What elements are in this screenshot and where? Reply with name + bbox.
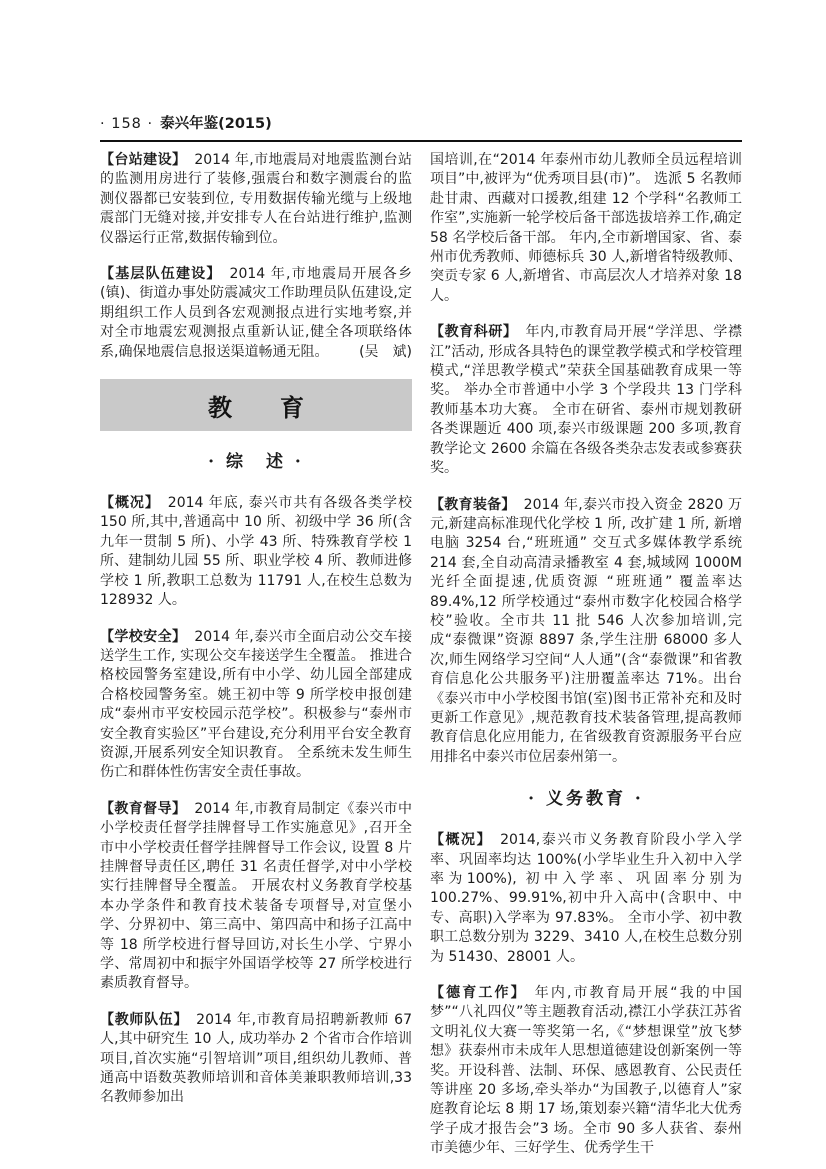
entry-label: 【教师队伍】	[100, 1011, 189, 1028]
entry-text: 年内,市教育局开展“我的中国梦”“八礼四仪”等主题教育活动,襟江小学获江苏省文明礼仪大赛一等奖第一名,《“梦想课堂”放飞梦想》获泰州市未成年人思想道德建设创新案例一等奖。开设科普、法制、环保、感恩教育、公民责任等讲座 20 多场,牵头举办“为国教子,以德育人”家庭教育论坛 8 期 17 场,策划泰兴籍“清华北大优秀学子成才报告会”3 场。全市 90 多人获省、泰州市美德少年、三好学生、优秀学生干	[430, 985, 743, 1157]
entry-label: 【学校安全】	[100, 628, 187, 645]
left-column	[100, 151, 412, 1169]
entry-label: 【教育督导】	[100, 800, 187, 817]
para-education-research	[430, 323, 742, 478]
entry-label: 【概况】	[430, 832, 493, 849]
entry-text: 2014 年底, 泰兴市共有各级各类学校 150 所,其中,普通高中 10 所、初级中学 36 所(含九年一贯制 5 所)、小学 43 所、特殊教育学校 1 所、建制幼儿园 55 所、职业学校 4 所、教师进修学校 1 所,教职工总数为 11791 人,在校生总数为 128932 人。	[100, 495, 412, 609]
entry-label: 【教育科研】	[430, 324, 518, 341]
entry-text: 2014 年,泰兴市投入资金 2820 万元,新建高标准现代化学校 1 所, 改扩建 1 所, 新增电脑 3254 台,“班班通” 交互式多媒体教学系统 214 套,全自动高清录播教室 4 套,城域网 1000M 光纤全面提速,优质资源 “班班通” 覆盖率达 89.4%,12 所学校通过“泰州市数字化校园合格学校”验收。全市共 11 批 546 人次参加培训,完成“泰微课”资源 8897 条,学生注册 68000 多人次,师生网络学习空间“人人通”(含“泰微课”和省教育信息化公共服务平)注册覆盖率达 71%。出台《泰兴市中小学校图书馆(室)图书正常补充和及时更新工作意见》,规范教育技术装备管理,提高教师教育信息化应用能力, 在省级教育资源服务平台应用排名中泰兴市位居泰州第一。	[430, 496, 743, 765]
entry-label: 【台站建设】	[100, 152, 187, 168]
entry-label: 【概况】	[100, 495, 160, 512]
entry-text: 年内,市教育局开展“学洋思、学襟江”活动, 形成各具特色的课堂教学模式和学校管理模式,“洋思教学模式”荣获全国基础教育成果一等奖。 举办全市普通中小学 3 个学段共 13 门学科教师基本功大赛。 全市在研省、泰州市规划教研各类课题近 400 项,泰兴市级课题 200 多项,教育教学论文 2600 余篇在各级各类杂志发表或参赛获奖。	[430, 324, 743, 477]
para-education-equipment	[430, 496, 742, 768]
para-station-construction	[100, 151, 412, 248]
para-teacher-team	[100, 1011, 412, 1108]
two-column-layout	[100, 151, 742, 1169]
entry-text: 2014 年,市教育局制定《泰兴市中小学校责任督学挂牌督导工作实施意见》,召开全市中小学校责任督学挂牌督导工作会议, 设置 8 片挂牌督导责任区,聘任 31 名责任督学,对中小学校实行挂牌督导全覆盖。 开展农村义务教育学校基本办学条件和教育技术装备专项督导,对宣堡小学、分界初中、第三高中、第四高中和扬子江高中等 18 所学校进行督导回访,对长生小学、宁界小学、常周初中和振宇外国语学校等 27 所学校进行素质教育督导。	[100, 800, 412, 992]
entry-text: 2014,泰兴市义务教育阶段小学入学率、巩固率均达 100%(小学毕业生升入初中入学率为100%), 初中入学率、巩固率分别为 100.27%、99.91%,初中升入高中(含职中、中专、高职)入学率为 97.83%。 全市小学、初中教职工总数分别为 3229、3410 人,在校生总数分别为 51430、28001 人。	[430, 832, 742, 965]
para-grassroots-team	[100, 265, 412, 362]
para-teacher-team-continued	[430, 151, 742, 306]
author-credit: (吴 斌)	[359, 343, 412, 360]
para-school-safety	[100, 628, 412, 783]
para-overview	[100, 494, 412, 610]
entry-label: 【德育工作】	[430, 985, 527, 1002]
right-column	[430, 151, 742, 1169]
entry-text: 国培训,在“2014 年泰州市幼儿教师全员远程培训项目”中,被评为“优秀项目县(市)”。 选派 5 名教师赴甘肃、西藏对口援教,组建 12 个学科“名教师工作室”,实施新一轮学校后备干部选拔培养工作,确定 58 名学校后备干部。 年内,全市新增国家、省、泰州市优秀教师、师德标兵 30 人,新增省特级教师、突贡专家 6 人,新增省、市高层次人才培养对象 18 人。	[430, 152, 742, 304]
page-number: · 158 ·	[100, 116, 154, 132]
entry-text: 2014 年,泰兴市全面启动公交车接送学生工作, 实现公交车接送学生全覆盖。 推进合格校园警务室建设,所有中小学、幼儿园全部建成合格校园警务室。姚王初中等 9 所学校申报创建成“泰州市平安校园示范学校”。积极参与“泰州市安全教育实验区”平台建设,充分利用平台安全教育资源,开展系列安全知识教育。 全系统未发生师生伤亡和群体性伤害安全责任事故。	[100, 628, 412, 781]
page-header	[100, 112, 742, 142]
education-section-banner: 教 育	[100, 379, 412, 431]
entry-text: 2014 年,市教育局招聘新教师 67 人,其中研究生 10 人, 成功举办 2 个省市合作培训项目,首次实施“引智培训”项目,组织幼儿教师、普通高中语数英教师培训和音体美兼职教师培训,33 名教师参加出	[100, 1011, 412, 1106]
entry-text: 2014 年,市地震局开展各乡(镇)、街道办事处防震减灾工作助理员队伍建设,定期组织工作人员到各宏观测报点进行实地考察,并对全市地震宏观测报点重新认证,健全各项联络体系,确保地震信息报送渠道畅通无阻。	[100, 266, 413, 360]
para-moral-education	[430, 984, 742, 1159]
book-title: 泰兴年鉴(2015)	[160, 116, 272, 132]
entry-label: 【教育装备】	[430, 496, 516, 513]
para-compulsory-overview	[430, 831, 742, 967]
entry-label: 【基层队伍建设】	[100, 266, 222, 283]
para-education-supervision	[100, 800, 412, 994]
compulsory-education-heading: · 义务教育 ·	[528, 789, 644, 810]
page-content	[100, 112, 742, 1169]
entry-text: 2014 年,市地震局对地震监测台站的监测用房进行了装修,强震台和数字测震台的监测仪器都已安装到位, 专用数据传输光缆与上级地震部门无缝对接,并安排专人在台站进行维护,监测仪器运行正常,数据传输到位。	[100, 152, 412, 246]
overview-section-heading: · 综 述 ·	[208, 452, 304, 473]
